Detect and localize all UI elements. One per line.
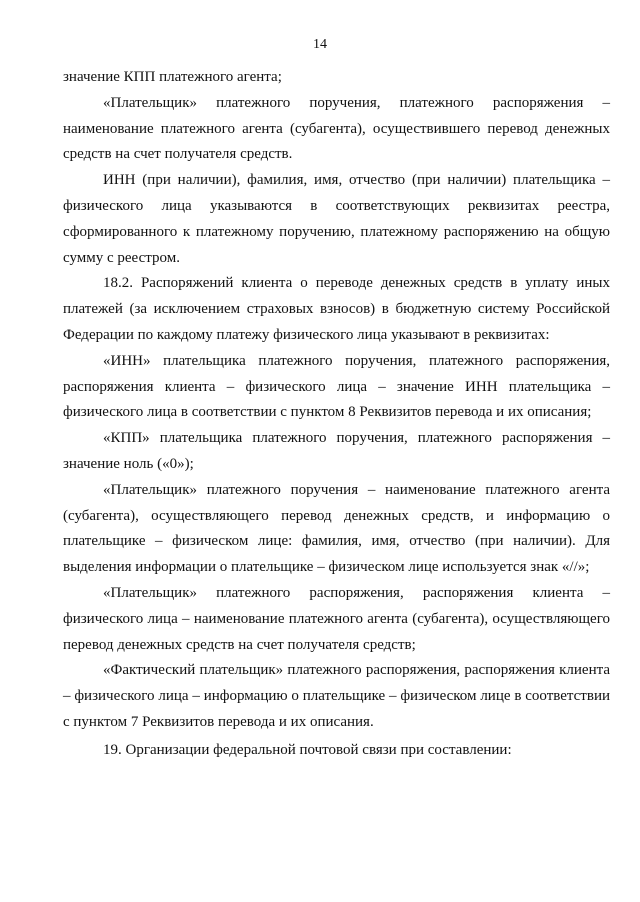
paragraph-inn-payer: «ИНН» плательщика платежного поручения, платежного распоряжения, распоряжения клиента – физического лица – значение ИНН плательщика – физического лица в соответствии с пунктом 8 Реквизитов перевода и их описания; (63, 352, 610, 421)
paragraph-payer-order: «Плательщик» платежного поручения – наименование платежного агента (субагента), осуществляющего перевод денежных средств, и информацию о плательщике – физическом лице: фамилия, имя, отчество (при наличии). Для выделения информации о плательщике – физическом лице используется знак «//»; (63, 481, 610, 576)
paragraph-payer-agent: «Плательщик» платежного поручения, платежного распоряжения – наименование платежного агента (субагента), осуществившего перевод денежных средств на счет получателя средств. (63, 94, 610, 163)
paragraph-actual-payer: «Фактический плательщик» платежного распоряжения, распоряжения клиента – физического лица – информацию о плательщике – физическом лице в соответствии с пунктом 7 Реквизитов перевода и их описания. (63, 662, 610, 730)
paragraph-payer-instruction: «Плательщик» платежного распоряжения, распоряжения клиента – физического лица – наименование платежного агента (субагента), осуществляющего перевод денежных средств на счет получателя средств; (63, 584, 610, 653)
paragraph-18-2: 18.2. Распоряжений клиента о переводе денежных средств в уплату иных платежей (за исключением страховых взносов) в бюджетную систему Российской Федерации по каждому платежу физического лица указывают в реквизитах: (63, 275, 610, 343)
document-body (63, 65, 610, 764)
paragraph-kpp-payer: «КПП» плательщика платежного поручения, платежного распоряжения – значение ноль («0»); (63, 430, 610, 472)
paragraph-kpp-value: значение КПП платежного агента; (63, 69, 282, 85)
paragraph-19: 19. Организации федеральной почтовой связи при составлении: (103, 741, 512, 758)
paragraph-inn-registry: ИНН (при наличии), фамилия, имя, отчество (при наличии) плательщика – физического лица указываются в соответствующих реквизитах реестра, сформированного к платежному поручению, платежному распоряжению на общую сумму с реестром. (63, 172, 610, 266)
page-number: 14 (313, 37, 327, 52)
